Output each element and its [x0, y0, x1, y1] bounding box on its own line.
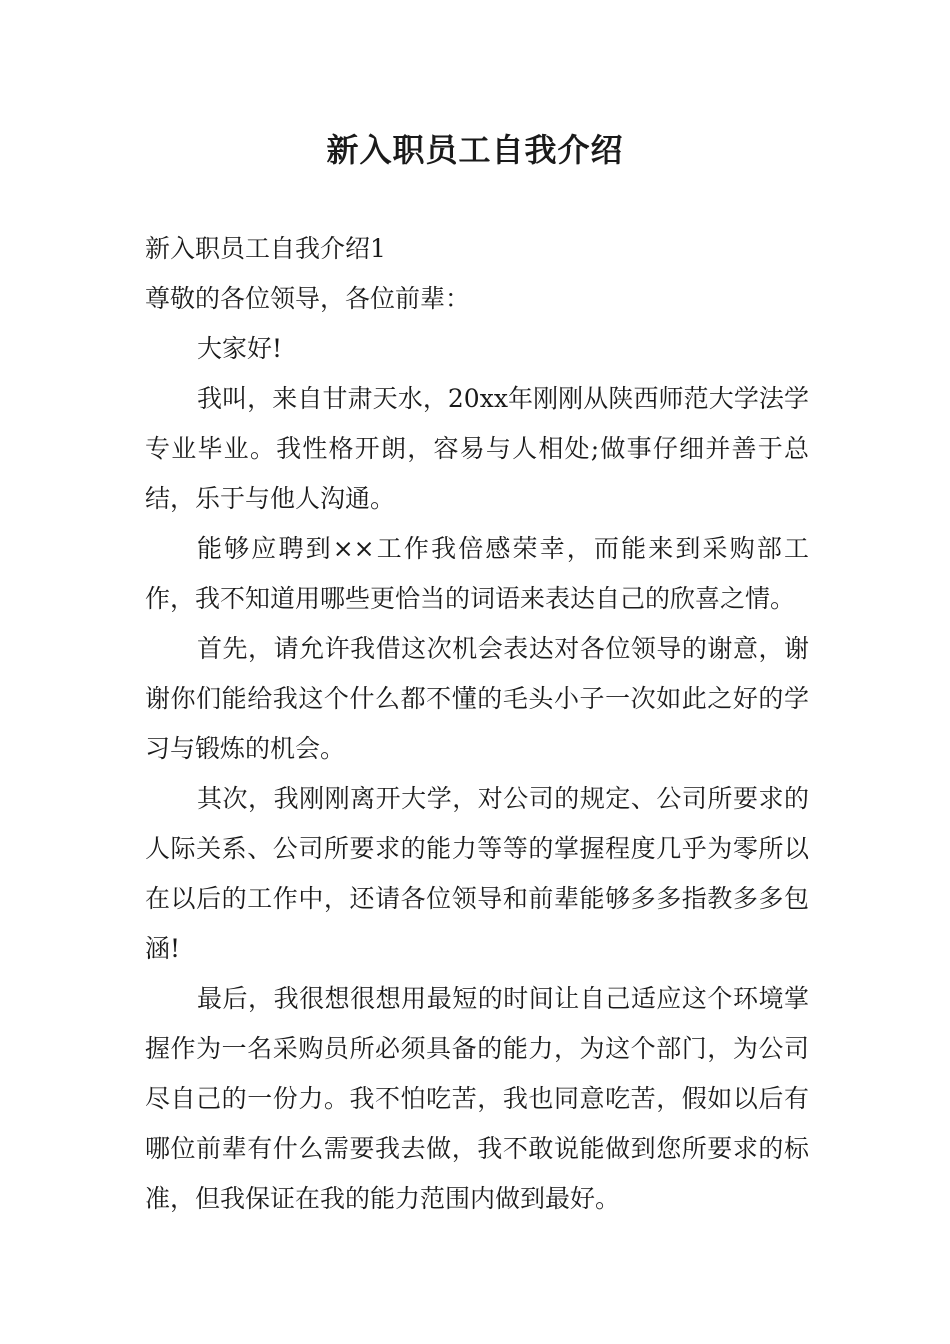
intro-paragraph: 我叫，来自甘肃天水，20xx年刚刚从陕西师范大学法学专业毕业。我性格开朗，容易与人相处;做事仔细并善于总结，乐于与他人沟通。	[145, 384, 809, 513]
first-point-paragraph: 首先，请允许我借这次机会表达对各位领导的谢意，谢谢你们能给我这个什么都不懂的毛头小子一次如此之好的学习与锻炼的机会。	[145, 634, 809, 763]
document-body	[145, 224, 809, 1224]
section-heading: 新入职员工自我介绍1	[145, 234, 386, 263]
final-point-paragraph: 最后，我很想很想用最短的时间让自己适应这个环境掌握作为一名采购员所必须具备的能力，为这个部门，为公司尽自己的一份力。我不怕吃苦，我也同意吃苦，假如以后有哪位前辈有什么需要我去做，我不敢说能做到您所要求的标准，但我保证在我的能力范围内做到最好。	[145, 984, 809, 1213]
greeting-paragraph: 大家好!	[197, 334, 283, 363]
document-title: 新入职员工自我介绍	[326, 131, 624, 169]
salutation: 尊敬的各位领导，各位前辈：	[145, 284, 471, 313]
gratitude-paragraph: 能够应聘到××工作我倍感荣幸，而能来到采购部工作，我不知道用哪些更恰当的词语来表达自己的欣喜之情。	[145, 534, 809, 613]
second-point-paragraph: 其次，我刚刚离开大学，对公司的规定、公司所要求的人际关系、公司所要求的能力等等的掌握程度几乎为零所以在以后的工作中，还请各位领导和前辈能够多多指教多多包涵!	[145, 784, 809, 963]
